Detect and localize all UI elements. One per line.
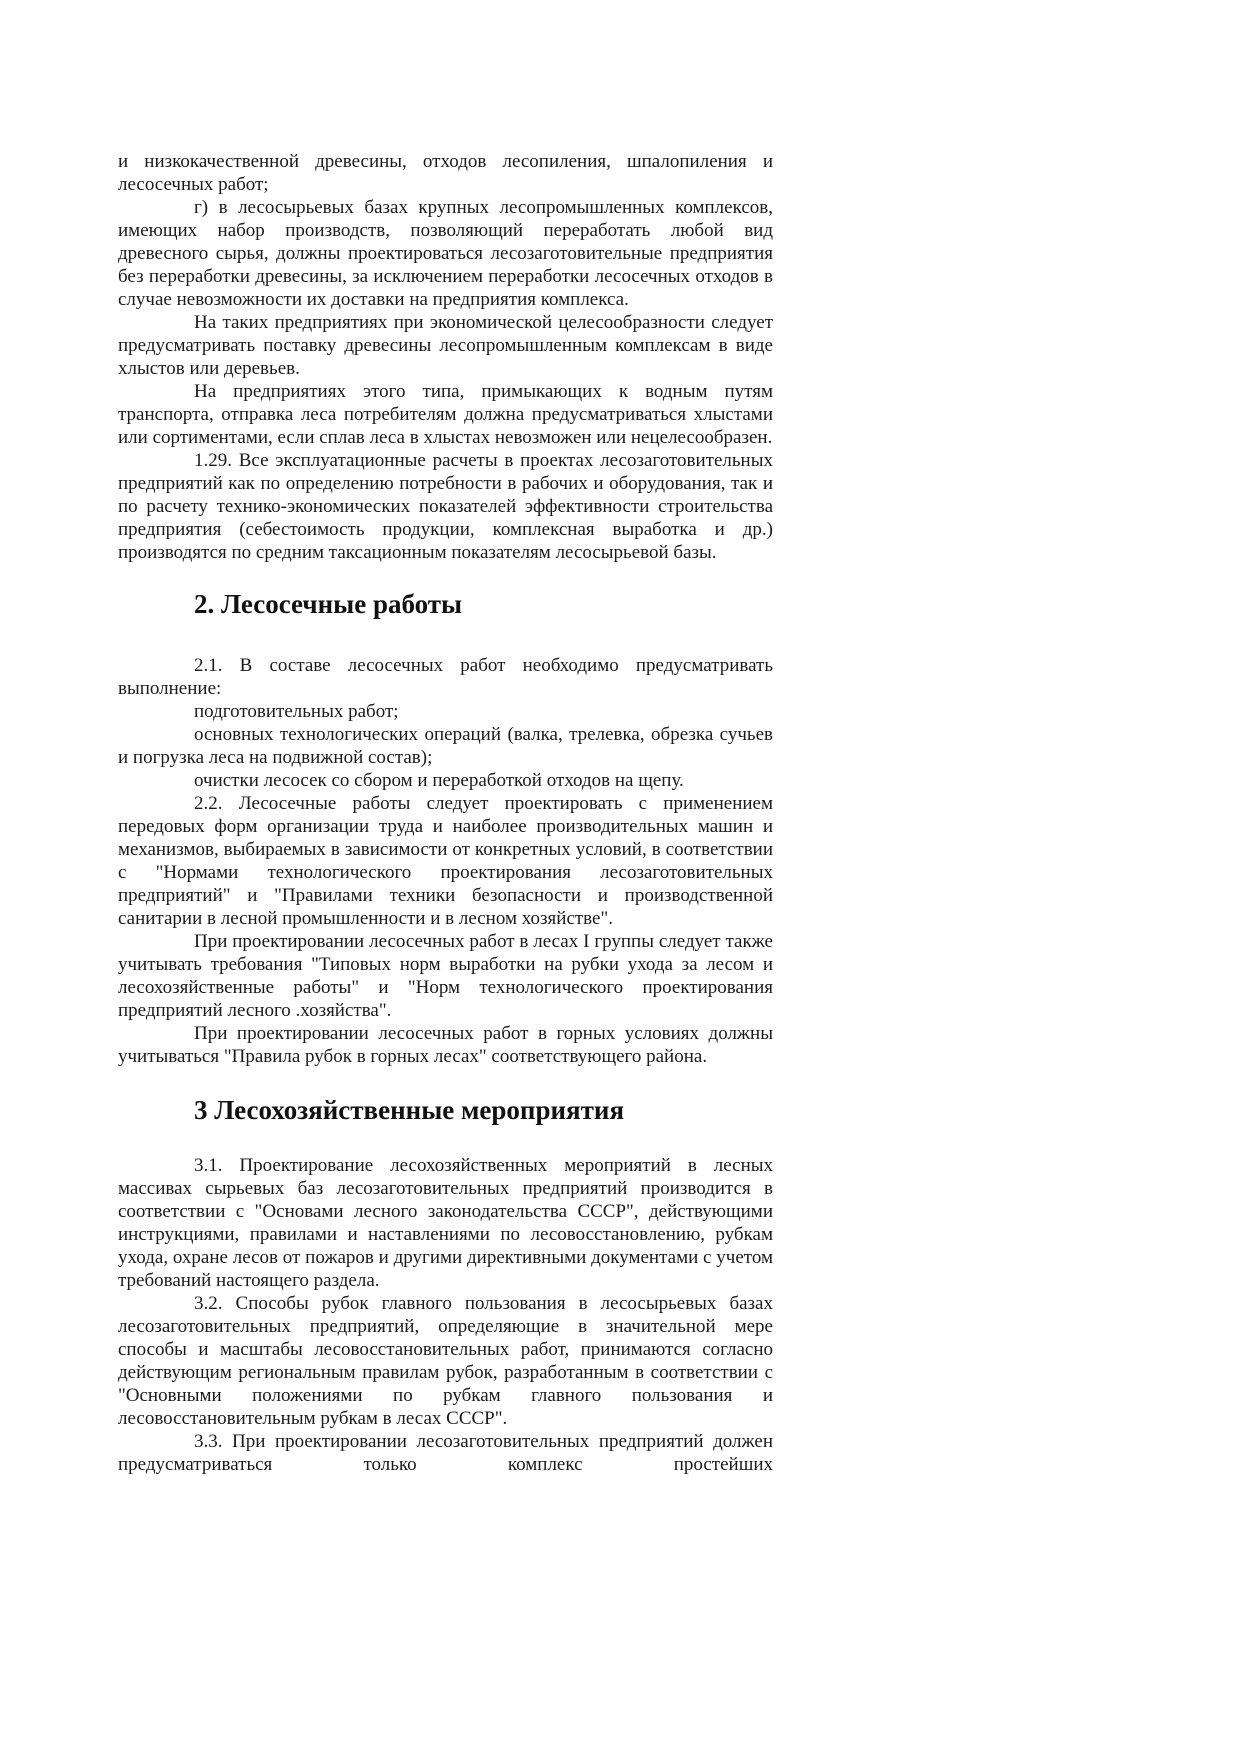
list-item: очистки лесосек со сбором и переработкой отходов на щепу. — [194, 770, 684, 791]
list-item: подготовительных работ; — [194, 701, 399, 722]
paragraph: При проектировании лесосечных работ в горных условиях должны учитываться "Правила рубок в горных лесах" соответствующего района. — [118, 1023, 773, 1067]
paragraph: На предприятиях этого типа, примыкающих к водным путям транспорта, отправка леса потребителям должна предусматриваться хлыстами или сортиментами, если сплав леса в хлыстах невозможен или нецелесообразен. — [118, 381, 773, 448]
paragraph: 2.2. Лесосечные работы следует проектировать с применением передовых форм организации труда и наиболее производительных машин и механизмов, выбираемых в зависимости от конкретных условий, в соответствии с "Нормами технологического проектирования лесозаготовительных предприятий" и "Правилами техники безопасности и производственной санитарии в лесной промышленности и в лесном хозяйстве". — [118, 793, 773, 929]
paragraph: 2.1. В составе лесосечных работ необходимо предусматривать выполнение: — [118, 655, 773, 699]
list-item: основных технологических операций (валка, трелевка, обрезка сучьев и погрузка леса на подвижной состав); — [118, 724, 773, 768]
paragraph: При проектировании лесосечных работ в лесах I группы следует также учитывать требования "Типовых норм выработки на рубки ухода за лесом и лесохозяйственные работы" и "Норм технологического проектирования предприятий лесного .хозяйства". — [118, 931, 773, 1021]
paragraph: 1.29. Все эксплуатационные расчеты в проектах лесозаготовительных предприятий как по определению потребности в рабочих и оборудования, так и по расчету технико-экономических показателей эффективности строительства предприятия (себестоимость продукции, комплексная выработка и др.) производятся по средним таксационным показателям лесосырьевой базы. — [118, 450, 773, 563]
paragraph: На таких предприятиях при экономической целесообразности следует предусматривать поставку древесины лесопромышленным комплексам в виде хлыстов или деревьев. — [118, 312, 773, 379]
paragraph: и низкокачественной древесины, отходов лесопиления, шпалопиления и лесосечных работ; — [118, 151, 773, 195]
paragraph: 3.2. Способы рубок главного пользования в лесосырьевых базах лесозаготовительных предприятий, определяющие в значительной мере способы и масштабы лесовосстановительных работ, принимаются согласно действующим региональным правилам рубок, разработанным в соответствии с "Основными положениями по рубкам главного пользования и лесовосстановительным рубкам в лесах СССР". — [118, 1293, 773, 1429]
section-heading: 2. Лесосечные работы — [194, 589, 463, 619]
paragraph: 3.3. При проектировании лесозаготовительных предприятий должен предусматриваться только комплекс простейших — [118, 1431, 773, 1475]
paragraph: г) в лесосырьевых базах крупных лесопромышленных комплексов, имеющих набор производств, позволяющий переработать любой вид древесного сырья, должны проектироваться лесозаготовительные предприятия без переработки древесины, за исключением переработки лесосечных отходов в случае невозможности их доставки на предприятия комплекса. — [118, 197, 773, 310]
document-body — [118, 150, 773, 1476]
section-heading: 3 Лесохозяйственные мероприятия — [194, 1095, 625, 1125]
paragraph: 3.1. Проектирование лесохозяйственных мероприятий в лесных массивах сырьевых баз лесозаготовительных предприятий производится в соответствии с "Основами лесного законодательства СССР", действующими инструкциями, правилами и наставлениями по лесовосстановлению, рубкам ухода, охране лесов от пожаров и другими директивными документами с учетом требований настоящего раздела. — [118, 1155, 773, 1291]
